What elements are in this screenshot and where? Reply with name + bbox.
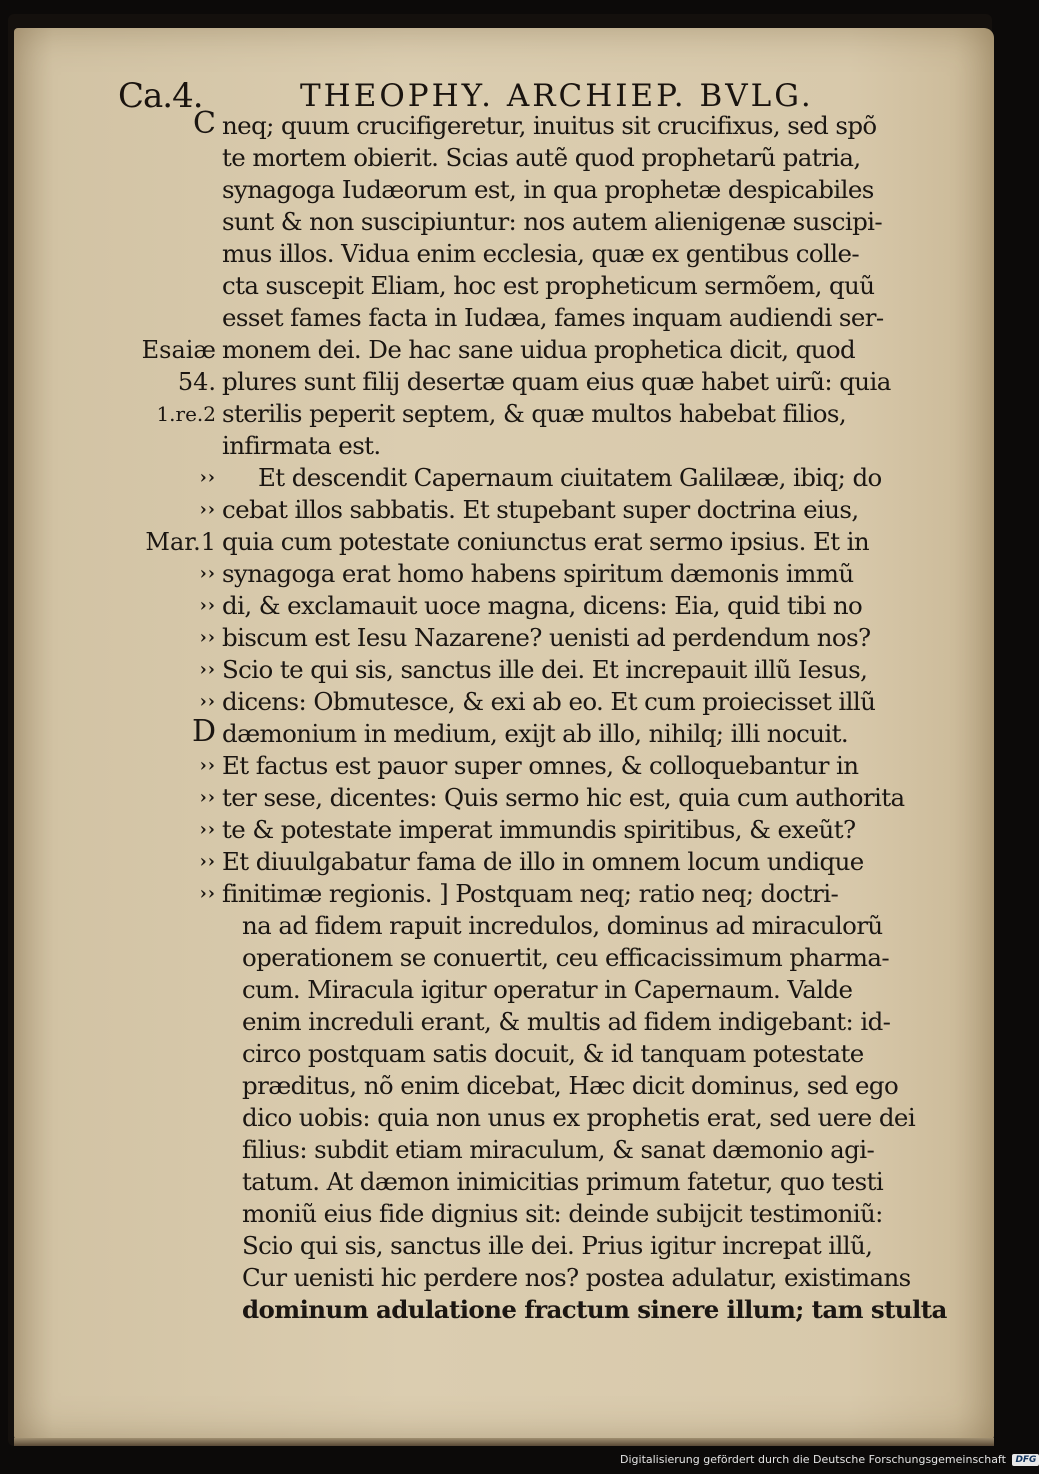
text-line: te mortem obierit. Scias autẽ quod prophetarũ patria, [222,143,861,172]
text-line: synagoga Iudæorum est, in qua prophetæ despicabiles [222,175,874,204]
margin-quote-mark: ›› [199,467,216,488]
text-line: Scio qui sis, sanctus ille dei. Prius igitur increpat illũ, [242,1231,873,1260]
text-line: sunt & non suscipiuntur: nos autem alienigenæ suscipi- [222,207,883,236]
margin-letter-d: D [191,714,216,749]
text-line: tatum. At dæmon inimicitias primum fatetur, quo testi [242,1167,884,1196]
text-line: te & potestate imperat immundis spiritibus, & exeũt? [222,815,856,844]
text-line: sterilis peperit septem, & quæ multos habebat filios, [222,399,847,428]
footer-credit-text: Digitalisierung gefördert durch die Deutsche Forschungsgemeinschaft [620,1453,1006,1466]
margin-letter-c: C [193,106,216,141]
text-line: dominum adulatione fractum sinere illum; tam stulta [242,1295,947,1324]
text-line: mus illos. Vidua enim ecclesia, quæ ex gentibus colle- [222,239,860,268]
running-title: THEOPHY. ARCHIEP. BVLG. [300,78,814,114]
text-line: quia cum potestate coniunctus erat sermo ipsius. Et in [222,527,870,556]
page-edge [14,1438,994,1446]
text-line: moniũ eius fide dignius sit: deinde subijcit testimoniũ: [242,1199,883,1228]
text-line: circo postquam satis docuit, & id tanquam potestate [242,1039,864,1068]
text-line: præditus, nõ enim dicebat, Hæc dicit dominus, sed ego [242,1071,899,1100]
text-line: ter sese, dicentes: Quis sermo hic est, quia cum authorita [222,783,905,812]
text-line: neq; quum crucifigeretur, inuitus sit crucifixus, sed spõ [222,111,877,140]
margin-quote-mark: ›› [199,595,216,616]
text-line: enim increduli erant, & multis ad fidem indigebant: id- [242,1007,891,1036]
margin-quote-mark: ›› [199,819,216,840]
text-line: esset fames facta in Iudæa, fames inquam audiendi ser- [222,303,884,332]
margin-quote-mark: ›› [199,755,216,776]
text-line: plures sunt filij desertæ quam eius quæ habet uirũ: quia [222,367,891,396]
dfg-logo: DFG [1012,1454,1039,1466]
margin-quote-mark: ›› [199,499,216,520]
digitization-footer [620,1453,1037,1469]
margin-note-esaiae: Esaiæ [141,336,216,364]
text-line: biscum est Iesu Nazarene? uenisti ad perdendum nos? [222,623,871,652]
text-line: cta suscepit Eliam, hoc est propheticum sermõem, quũ [222,271,875,300]
text-line: dæmonium in medium, exijt ab illo, nihilq; illi nocuit. [222,719,849,748]
text-line: di, & exclamauit uoce magna, dicens: Eia, quid tibi no [222,591,863,620]
text-line: dicens: Obmutesce, & exi ab eo. Et cum proiecisset illũ [222,687,876,716]
margin-quote-mark: ›› [199,691,216,712]
text-line: cebat illos sabbatis. Et stupebant super doctrina eius, [222,495,859,524]
margin-note-54: 54. [177,368,216,396]
margin-note-reges: 1.re.2 [156,402,216,426]
text-line: infirmata est. [222,431,381,460]
margin-quote-mark: ›› [199,659,216,680]
margin-quote-mark: ›› [199,851,216,872]
text-line: cum. Miracula igitur operatur in Capernaum. Valde [242,975,853,1004]
text-line: synagoga erat homo habens spiritum dæmonis immũ [222,559,854,588]
text-line: monem dei. De hac sane uidua prophetica dicit, quod [222,335,856,364]
text-line: Et diuulgabatur fama de illo in omnem locum undique [222,847,864,876]
margin-quote-mark: ›› [199,563,216,584]
text-line: na ad fidem rapuit incredulos, dominus ad miraculorũ [242,911,883,940]
margin-quote-mark: ›› [199,787,216,808]
margin-quote-mark: ›› [199,627,216,648]
body-text [222,110,947,1326]
text-line: finitimæ regionis. ] Postquam neq; ratio neq; doctri- [222,879,839,908]
text-line: operationem se conuertit, ceu efficacissimum pharma- [242,943,890,972]
margin-note-marcus: Mar.1 [145,528,216,556]
chapter-label: Ca.4. [118,76,203,116]
margin-quote-mark: ›› [199,883,216,904]
text-line: dico uobis: quia non unus ex prophetis erat, sed uere dei [242,1103,916,1132]
text-line: Scio te qui sis, sanctus ille dei. Et increpauit illũ Iesus, [222,655,868,684]
text-line: Et descendit Capernaum ciuitatem Galilææ, ibiq; do [258,463,882,492]
text-line: Et factus est pauor super omnes, & colloquebantur in [222,751,859,780]
text-line: filius: subdit etiam miraculum, & sanat dæmonio agi- [242,1135,875,1164]
text-line: Cur uenisti hic perdere nos? postea adulatur, existimans [242,1263,911,1292]
